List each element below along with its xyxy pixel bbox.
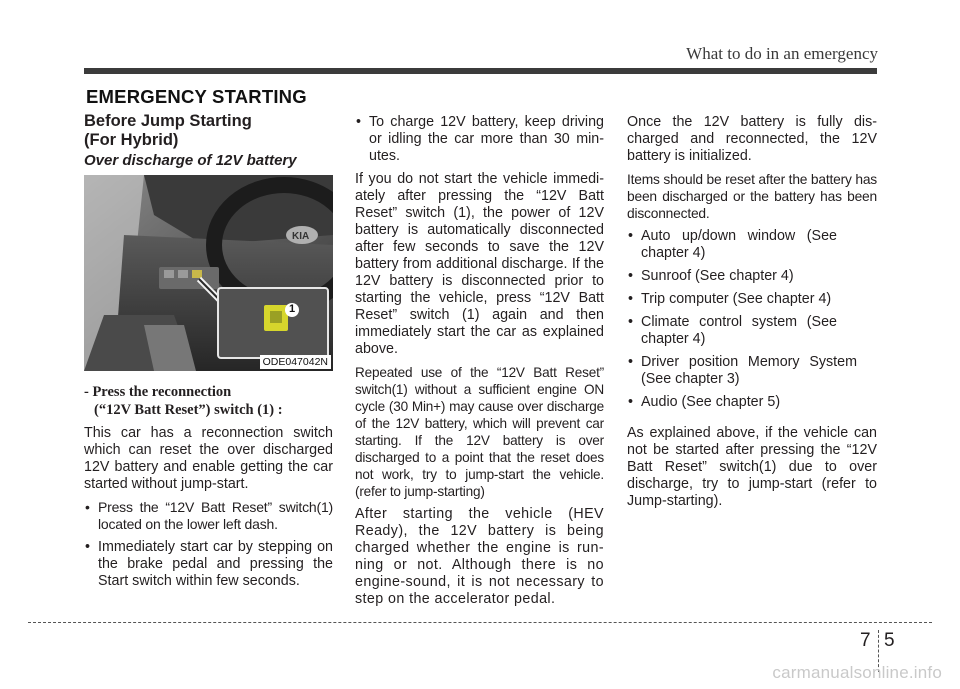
list-item: • Sunroof (See chapter 4): [627, 268, 877, 285]
list-item: • Press the “12V Batt Reset” switch(1) located on the lower left dash.: [84, 499, 333, 533]
left-column: [84, 383, 333, 596]
chapter-number: 7: [860, 630, 871, 651]
dashboard-photo: [84, 175, 333, 371]
footer-rule: [28, 622, 932, 623]
list-item: • Auto up/down window (See chapter 4): [627, 228, 877, 262]
list-item: • Climate control system (See chapter 4): [627, 314, 877, 348]
reset-items-list: [627, 228, 877, 411]
subheading-over-discharge: Over discharge of 12V battery: [84, 152, 297, 169]
svg-text:KIA: KIA: [292, 231, 310, 242]
paragraph: If you do not start the vehicle immedi-ately after pressing the “12V Batt Reset” switch (1), the power of 12V battery is automatically disconnected after few seconds to save the 12V battery from additional discharge. If the 12V battery is disconnected prior to starting the vehicle, press “12V Batt Reset” switch (1) again and then immediately start the car as explained above.: [355, 171, 604, 357]
press-line-2: (“12V Batt Reset”) switch (1) :: [94, 402, 283, 418]
page-number: 5: [884, 630, 895, 651]
header-rule: [84, 68, 877, 74]
left-bullet-list: [84, 499, 333, 590]
list-item: • Audio (See chapter 5): [627, 394, 877, 411]
paragraph: Items should be reset after the battery has been discharged or the battery has been disconnected.: [627, 172, 877, 221]
paragraph: Repeated use of the “12V Batt Reset” switch(1) without a sufficient engine ON cycle (30 Min+) may cause over discharge of the 12V battery, which will prevent car starting. If the 12V battery is over discharged to a point that the reset does not work, try to jump-start the vehicle. (refer to jump-starting): [355, 365, 604, 499]
running-header: What to do in an emergency: [686, 44, 878, 63]
press-line-1: - Press the reconnection: [84, 384, 232, 400]
image-code: ODE047042N: [260, 355, 331, 369]
list-item: • Trip computer (See chapter 4): [627, 291, 877, 308]
list-item: • Immediately start car by stepping on the brake pedal and pressing the Start switch within few seconds.: [84, 539, 333, 590]
callout-number: 1: [288, 303, 296, 315]
middle-bullet-list: [355, 114, 604, 165]
dashboard-illustration: [84, 175, 333, 371]
list-item: • Driver position Memory System (See chapter 3): [627, 354, 877, 388]
section-title: EMERGENCY STARTING: [86, 86, 307, 107]
heading-line-1: Before Jump Starting: [84, 112, 252, 130]
watermark: carmanualsonline.info: [772, 663, 942, 682]
paragraph: Once the 12V battery is fully dis-charged and reconnected, the 12V battery is initialized.: [627, 114, 877, 164]
middle-column: [355, 114, 604, 614]
paragraph: After starting the vehicle (HEV Ready), the 12V battery is being charged whether the engine is run-ning or not. Although there is no engine-sound, it is not necessary to step on the accelerator pedal.: [355, 506, 604, 607]
paragraph: As explained above, if the vehicle can not be started after pressing the “12V Batt Reset” switch(1) due to over discharge, try to jump-start (refer to Jump-starting).: [627, 425, 877, 509]
press-reconnection-heading: [84, 383, 333, 419]
heading-before-jump-starting: [84, 112, 252, 150]
list-item: • To charge 12V battery, keep driving or idling the car more than 30 min-utes.: [355, 114, 604, 165]
intro-paragraph: This car has a reconnection switch which can reset the over discharged 12V battery and enable getting the car started without jump-start.: [84, 425, 333, 492]
right-column: [627, 114, 877, 516]
heading-line-2: (For Hybrid): [84, 131, 179, 149]
